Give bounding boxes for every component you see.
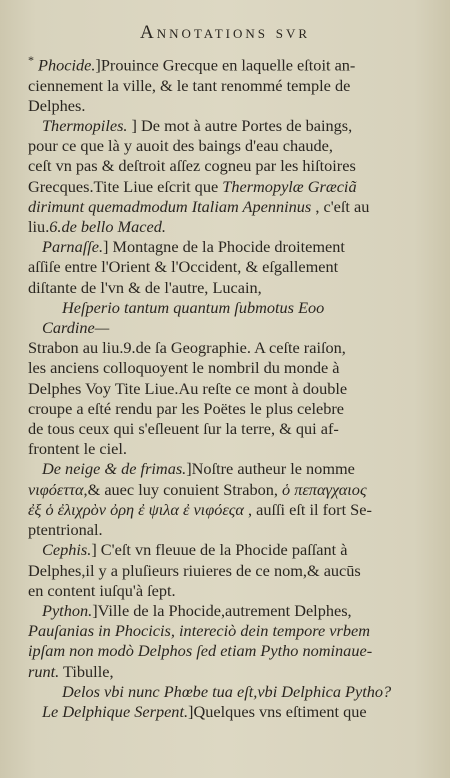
text-segment: diſtante de l'vn & de l'autre, Lucain, [28,277,262,297]
italic-text: Le Delphique Serpent. [42,701,189,721]
text-segment: en content iuſqu'à ſept. [28,580,176,600]
text-line [28,338,432,358]
text-segment: Delphes. [28,95,86,115]
text-line [28,96,432,116]
text-segment: croupe a eſté rendu par les Poëtes le plus celebre [28,398,344,418]
text-line [28,419,432,439]
text-segment: frontent le ciel. [28,439,127,459]
text-line [28,50,432,76]
text-line [28,379,432,399]
text-line [28,177,432,197]
italic-text: De neige & de frimas. [42,459,187,479]
text-segment: , auſſi eſt il fort Se- [243,499,372,519]
italic-text: Parnaſſe. [42,237,104,257]
italic-text: Pauſanias in Phocicis, intereciò dein tempore vrbem [28,621,370,641]
italic-text: Delos vbi nunc Phœbe tua eſt,vbi Delphica Pytho? [62,681,392,701]
text-segment: les anciens colloquoyent le nombril du monde à [28,358,340,378]
text-segment: ]Noſtre autheur le nomme [186,459,355,479]
italic-text: Heſperio tantum quantum ſubmotus Eoo [62,297,325,317]
text-segment: Strabon au liu.9.de ſa Geographie. A ceſte raiſon, [28,338,346,358]
italic-text: runt. [28,661,60,681]
text-line [28,318,432,338]
text-line [28,136,432,156]
text-line [28,459,432,479]
text-segment: aſſiſe entre l'Orient & l'Occident, & eſgallement [28,257,339,277]
text-segment: ptentrional. [28,520,103,540]
italic-text: νιφόεττα [28,479,84,499]
text-line [28,197,432,217]
text-line [28,116,432,136]
text-segment: ciennement la ville, & le tant renommé temple de [28,75,351,95]
text-segment: ]Quelques vns eſtiment que [188,701,367,721]
text-line [28,561,432,581]
text-line [28,702,432,722]
italic-text: 6.de bello Maced. [49,217,166,237]
text-segment: ] C'eſt vn fleuue de la Phocide paſſant à [91,540,348,560]
text-segment: ]Ville de la Phocide,autrement Delphes, [92,600,352,620]
italic-text: ipſam non modò Delphos ſed etiam Pytho nominaue- [28,641,373,661]
text-segment: ,& auec luy conuient Strabon, [83,479,283,499]
text-line [28,237,432,257]
italic-text: Thermopylæ Græciã [222,176,357,196]
text-segment: pour ce que là y auoit des baings d'eau chaude, [28,136,333,156]
text-line [28,298,432,318]
text-line [28,439,432,459]
text-line [28,641,432,661]
text-segment: liu. [28,217,50,237]
text-segment: Delphes,il y a pluſieurs riuieres de ce nom,& aucūs [28,560,361,580]
running-header: Annotations svr [139,22,311,43]
text-segment: de tous ceux qui s'eſleuent ſur la terre, & qui af- [28,419,339,439]
italic-text: ὁ πεπαγχαιος [282,479,367,499]
text-line [28,500,432,520]
text-line [28,520,432,540]
text-line [28,581,432,601]
text-line [28,76,432,96]
text-segment: , c'eſt au [311,196,370,216]
italic-text: Python. [42,600,93,620]
text-line [28,278,432,298]
italic-text: Phocide. [38,55,96,75]
text-line [28,156,432,176]
text-segment: ] Montagne de la Phocide droitement [103,237,345,257]
text-line [28,601,432,621]
italic-text: Cardine— [42,318,110,338]
text-line [28,217,432,237]
text-segment: Tibulle, [59,661,114,681]
text-line [28,662,432,682]
body-text [28,50,432,722]
text-segment: ] De mot à autre Portes de baings, [127,116,353,136]
text-line [28,621,432,641]
italic-text: Cephis. [42,540,92,560]
text-line [28,257,432,277]
text-line [28,358,432,378]
text-line [28,399,432,419]
text-segment: ceſt vn pas & deſtroit aſſez cogneu par les hiſtoires [28,156,356,176]
text-segment: Delphes Voy Tite Liue.Au reſte ce mont à double [28,378,348,398]
italic-text: Thermopiles. [42,116,128,136]
margin-mark: * [28,53,34,67]
text-segment: ]Prouince Grecque en laquelle eſtoit an- [95,55,356,75]
text-line [28,682,432,702]
text-line [28,540,432,560]
text-segment: Grecques.Tite Liue eſcrit que [28,176,223,196]
italic-text: dirimunt quemadmodum Italiam Apenninus [28,196,312,216]
italic-text: ἐξ ὁ ἐλιχρὸν ὀρη ἐ ψιλα ἐ νιφόεςα [28,499,244,519]
text-line [28,480,432,500]
